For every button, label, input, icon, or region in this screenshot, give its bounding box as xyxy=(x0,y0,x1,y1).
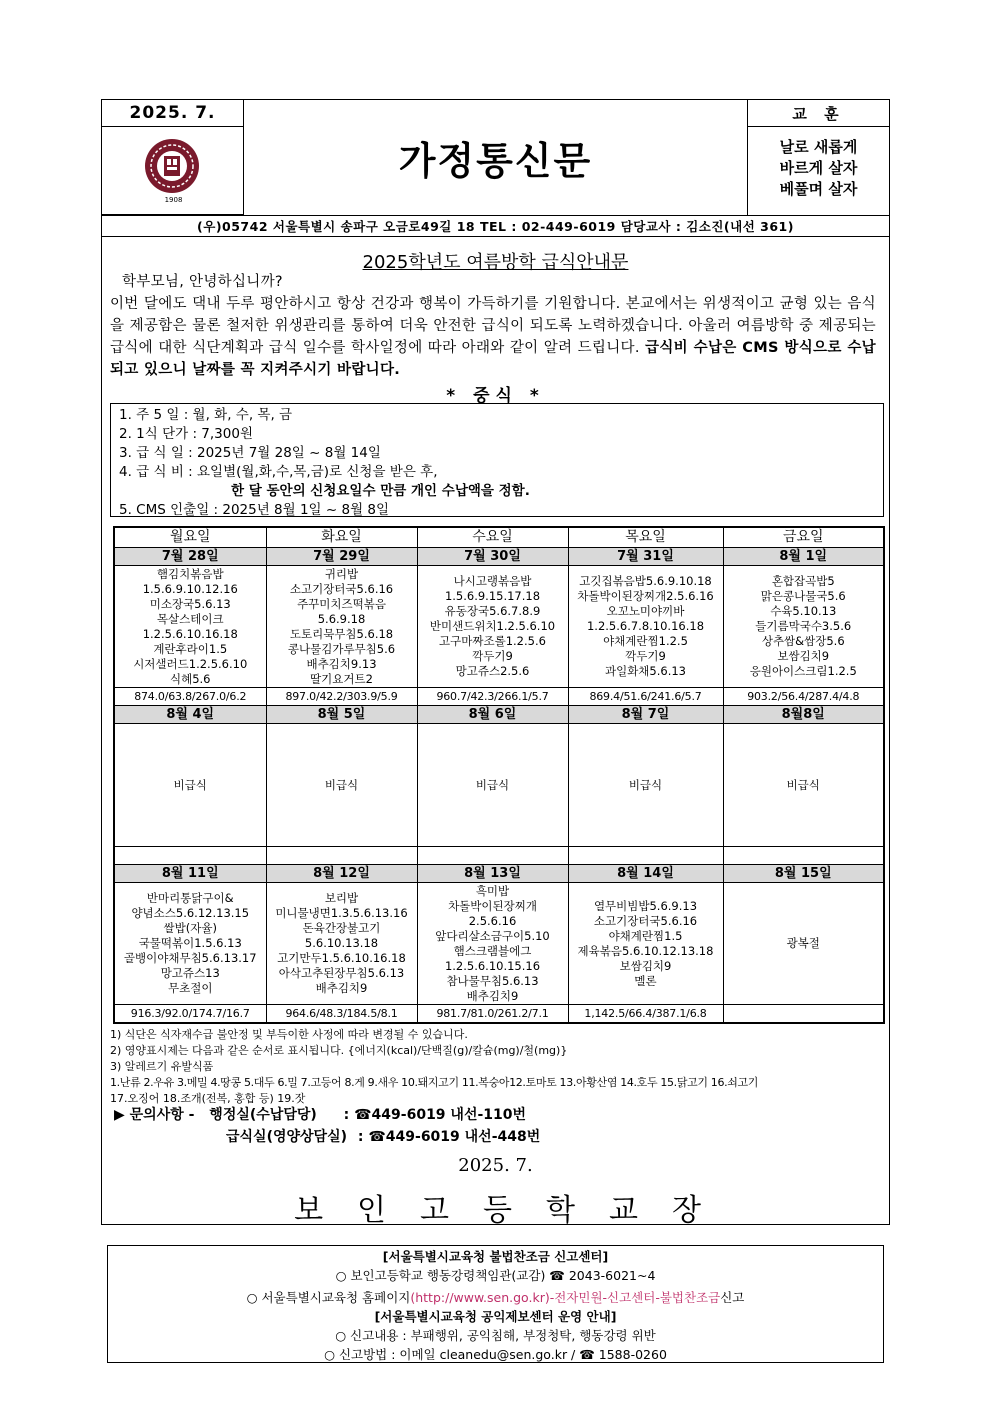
day-header: 목요일 xyxy=(568,527,723,548)
meal-cell: 흑미밥 차돌박이된장찌개 2.5.6.16 앞다리살소금구이5.10 햄스크램블에그 1.2.5.6.10.15.16 참나물무침5.6.13 배추김치9 xyxy=(417,883,568,1005)
no-meal-cell: 비급식 xyxy=(417,724,568,847)
info-line: 4. 급 식 비 : 요일별(월,화,수,목,금)로 신청을 받은 후, xyxy=(119,464,438,480)
menu-table xyxy=(113,526,885,1024)
header-date: 2025. 7. xyxy=(101,99,244,127)
date-cell: 8월8일 xyxy=(723,706,884,724)
no-meal-cell: 비급식 xyxy=(266,724,417,847)
school-seal-icon xyxy=(142,137,202,199)
nutrition-cell: 874.0/63.8/267.0/6.2 xyxy=(114,688,266,706)
date-cell: 7월 30일 xyxy=(417,548,568,566)
footer-line xyxy=(108,1288,883,1307)
contact-row-1 xyxy=(114,1104,526,1126)
footer-line: ○ 신고방법 : 이메일 cleanedu@sen.go.kr / ☎ 1588-0260 xyxy=(324,1347,667,1362)
contact-cafeteria: 급식실(영양상담실) xyxy=(226,1129,347,1145)
notes xyxy=(110,1027,885,1107)
info-line: 1. 주 5 일 : 월, 화, 수, 목, 금 xyxy=(119,407,293,423)
meal-cell: 나시고랭볶음밥 1.5.6.9.15.17.18 유동장국5.6.7.8.9 반미샌드위치1.2.5.6.10 고구마짜조롤1.2.5.6 깍두기9 망고쥬스2.5.6 xyxy=(417,566,568,688)
info-line: 한 달 동안의 신청요일수 만큼 개인 수납액을 정함. xyxy=(231,483,530,499)
intro-paragraph xyxy=(110,293,876,381)
info-line: 2. 1식 단가 : 7,300원 xyxy=(119,426,253,442)
nutrition-cell xyxy=(266,847,417,865)
footer-heading: [서울특별시교육청 불법찬조금 신고센터] xyxy=(382,1249,609,1264)
footer-heading: [서울특별시교육청 공익제보센터 운영 안내] xyxy=(374,1309,617,1324)
date-cell: 8월 15일 xyxy=(723,865,884,883)
day-header: 수요일 xyxy=(417,527,568,548)
footer-text: 신고 xyxy=(720,1290,745,1305)
footer-link[interactable]: (http://www.sen.go.kr)-전자민원-신고센터-불법찬조금 xyxy=(410,1290,721,1305)
date-cell: 8월 11일 xyxy=(114,865,266,883)
nutrition-cell xyxy=(723,1005,884,1024)
meal-cell: 열무비빔밥5.6.9.13 소고기장터국5.6.16 야채계란찜1.5 제육볶음5.6.10.12.13.18 보쌈김치9 멜론 xyxy=(568,883,723,1005)
contact-label: ▶ 문의사항 - xyxy=(114,1107,195,1123)
principal-name: 보인고등학교장 xyxy=(294,1193,735,1228)
meal-cell: 귀리밥 소고기장터국5.6.16 주꾸미치즈떡볶음 5.6.9.18 도토리묵무침5.6.18 콩나물김가루무침5.6 배추김치9.13 딸기요거트2 xyxy=(266,566,417,688)
date-cell: 8월 6일 xyxy=(417,706,568,724)
intro-text: 이번 달에도 댁내 두루 평안하시고 항상 건강과 행복이 가득하기를 기원합니다. 본교에서는 위생적이고 균형 있는 음식을 제공함은 물론 철저한 위생관리를 통하여 더욱 안전한 급식이 되도록 노력하겠습니다. 아울러 여름방학 중 제공되는 급식에 대한 식단계획과 급식 일수를 학사일정에 따라 아래와 같이 알려 드립니다. xyxy=(110,296,876,356)
meal-cell: 혼합잡곡밥5 맑은콩나물국5.6 수육5.10.13 들기름막국수3.5.6 상추쌈&쌈장5.6 보쌈김치9 응원아이스크림1.2.5 xyxy=(723,566,884,688)
holiday-cell: 광복절 xyxy=(723,883,884,1005)
no-meal-cell: 비급식 xyxy=(114,724,266,847)
meal-cell: 반마리통닭구이& 양념소스5.6.12.13.15 쌀밥(자율) 국물떡볶이1.5.6.13 골뱅이야채무침5.6.13.17 망고쥬스13 무초절이 xyxy=(114,883,266,1005)
day-header: 금요일 xyxy=(723,527,884,548)
footer-line: ○ 보인고등학교 행동강령책임관(교감) ☎ 2043-6021~4 xyxy=(335,1268,656,1283)
school-seal-cell xyxy=(101,126,244,215)
nutrition-cell: 897.0/42.2/303.9/5.9 xyxy=(266,688,417,706)
motto-line: 날로 새롭게 xyxy=(779,138,858,156)
no-meal-cell: 비급식 xyxy=(568,724,723,847)
date-cell: 8월 14일 xyxy=(568,865,723,883)
nutrition-cell xyxy=(417,847,568,865)
date-cell: 8월 7일 xyxy=(568,706,723,724)
contact-cafeteria-phone: : ☎449-6019 내선-448번 xyxy=(357,1129,541,1145)
sign-date: 2025. 7. xyxy=(458,1155,533,1176)
day-header: 화요일 xyxy=(266,527,417,548)
page-title: 가정통신문 xyxy=(243,99,748,216)
info-box xyxy=(110,403,884,517)
meal-cell: 보리밥 미니물냉면1.3.5.6.13.16 돈육간장불고기 5.6.10.13.18 고기만두1.5.6.10.16.18 아삭고추된장무침5.6.13 배추김치9 xyxy=(266,883,417,1005)
seal-year: 1908 xyxy=(164,196,183,204)
date-cell: 8월 5일 xyxy=(266,706,417,724)
nutrition-cell: 981.7/81.0/261.2/7.1 xyxy=(417,1005,568,1024)
date-cell: 8월 4일 xyxy=(114,706,266,724)
footer-line: ○ 신고내용 : 부패행위, 공익침해, 부정청탁, 행동강령 위반 xyxy=(335,1328,656,1343)
info-line: 5. CMS 인출일 : 2025년 8월 1일 ~ 8월 8일 xyxy=(119,502,390,518)
date-cell: 8월 13일 xyxy=(417,865,568,883)
no-meal-cell: 비급식 xyxy=(723,724,884,847)
nutrition-cell: 960.7/42.3/266.1/5.7 xyxy=(417,688,568,706)
contact-office: 행정실(수납담당) xyxy=(209,1107,317,1123)
motto-line: 베풀며 살자 xyxy=(779,180,858,198)
day-header: 월요일 xyxy=(114,527,266,548)
note-line: 2) 영양표시제는 다음과 같은 순서로 표시됩니다. {에너지(kcal)/단백질(g)/칼슘(mg)/철(mg)} xyxy=(110,1044,568,1057)
nutrition-cell: 916.3/92.0/174.7/16.7 xyxy=(114,1005,266,1024)
nutrition-cell xyxy=(114,847,266,865)
intro-bold: 급식비 수납은 CMS 방식으로 수납되고 있으니 날짜를 꼭 지켜주시기 바랍니다. xyxy=(110,340,876,378)
date-cell: 7월 28일 xyxy=(114,548,266,566)
contact-row-2 xyxy=(226,1126,540,1148)
address-bar: (우)05742 서울특별시 송파구 오금로49길 18 TEL : 02-449-6019 담당교사 : 김소진(내선 361) xyxy=(101,215,890,237)
nutrition-cell: 869.4/51.6/241.6/5.7 xyxy=(568,688,723,706)
nutrition-cell: 964.6/48.3/184.5/8.1 xyxy=(266,1005,417,1024)
date-cell: 8월 1일 xyxy=(723,548,884,566)
contact-office-phone: : ☎449-6019 내선-110번 xyxy=(343,1107,527,1123)
meal-cell: 햄김치볶음밥 1.5.6.9.10.12.16 미소장국5.6.13 목살스테이크 1.2.5.6.10.16.18 계란후라이1.5 시저샐러드1.2.5.6.10 식혜5.6 xyxy=(114,566,266,688)
note-line: 3) 알레르기 유발식품 xyxy=(110,1060,214,1073)
motto-box xyxy=(747,126,890,216)
footer-text: ○ 서울특별시교육청 홈페이지 xyxy=(246,1290,411,1305)
nutrition-cell xyxy=(723,847,884,865)
footer-box xyxy=(107,1245,884,1363)
greeting: 학부모님, 안녕하십니까? xyxy=(122,274,283,290)
info-line: 3. 급 식 일 : 2025년 7월 28일 ~ 8월 14일 xyxy=(119,445,381,461)
meal-cell: 고깃집볶음밥5.6.9.10.18 차돌박이된장찌개2.5.6.16 오꼬노미야끼바 1.2.5.6.7.8.10.16.18 야채계란찜1.2.5 깍두기9 과일화채5.6.13 xyxy=(568,566,723,688)
date-cell: 7월 31일 xyxy=(568,548,723,566)
nutrition-cell: 1,142.5/66.4/387.1/6.8 xyxy=(568,1005,723,1024)
note-line: 17.오징어 18.조개(전복, 홍합 등) 19.잣 xyxy=(110,1092,306,1105)
motto-line: 바르게 살자 xyxy=(779,159,858,177)
section-heading: * 중식 * xyxy=(446,386,545,406)
date-cell: 8월 12일 xyxy=(266,865,417,883)
note-line: 1) 식단은 식자재수급 불안정 및 부득이한 사정에 따라 변경될 수 있습니다. xyxy=(110,1028,468,1041)
date-cell: 7월 29일 xyxy=(266,548,417,566)
nutrition-cell xyxy=(568,847,723,865)
motto-heading: 교 훈 xyxy=(747,99,890,127)
notice-title: 2025학년도 여름방학 급식안내문 xyxy=(362,252,629,273)
note-line: 1.난류 2.우유 3.메밀 4.땅콩 5.대두 6.밀 7.고등어 8.게 9.새우 10.돼지고기 11.복숭아12.토마토 13.아황산염 14.호두 15.닭고기 16.쇠고기 xyxy=(110,1076,759,1089)
nutrition-cell: 903.2/56.4/287.4/4.8 xyxy=(723,688,884,706)
